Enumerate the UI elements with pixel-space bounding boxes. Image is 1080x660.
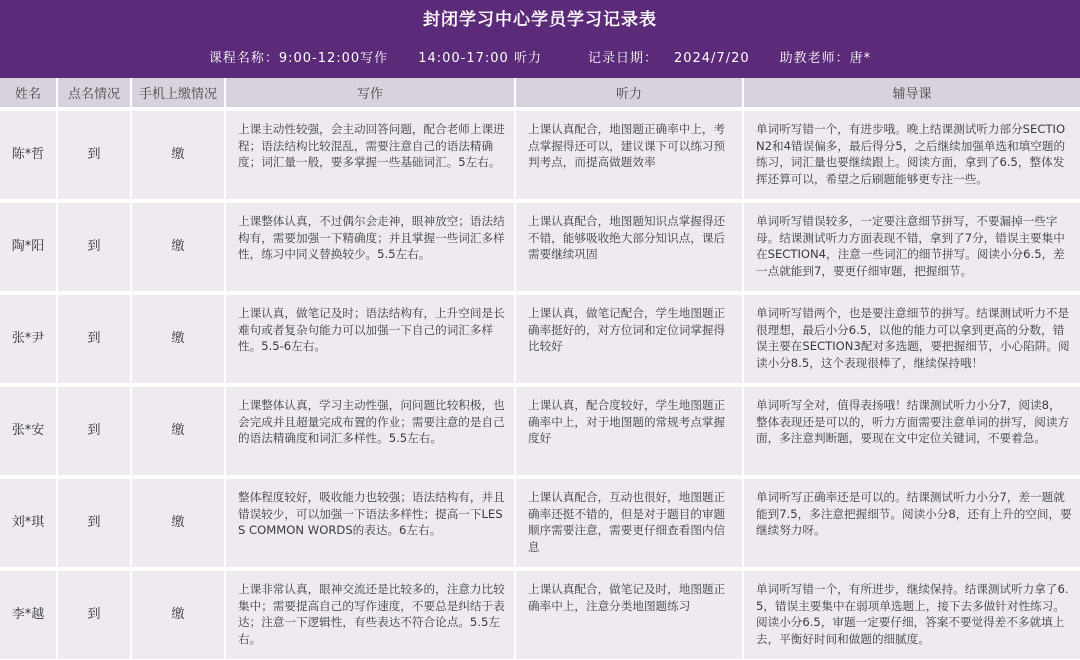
listening-text: 上课认真配合，做笔记及时，地图题正确率中上，注意分类地图题练习 <box>528 582 726 613</box>
student-name: 刘*琪 <box>0 475 56 567</box>
writing-cell <box>224 567 514 659</box>
tutoring-cell <box>742 107 1080 199</box>
student-name: 张*安 <box>0 383 56 475</box>
tutoring-text: 单词听写错误较多，一定要注意细节拼写，不要漏掉一些字母。结课测试听力方面表现不错，拿到了7分，错误主要集中在SECTION4，注意一些词汇的细节拼写。阅读小分6.5，差一点就能到7，要更仔细审题，把握细节。 <box>756 214 1065 278</box>
date-value: 2024/7/20 <box>673 51 750 66</box>
listening-cell <box>514 199 742 291</box>
sheet-meta <box>0 40 1080 78</box>
table-row <box>0 107 1080 199</box>
student-name: 张*尹 <box>0 291 56 383</box>
listening-cell <box>514 567 742 659</box>
writing-text: 上课主动性较强，会主动回答问题，配合老师上课进程；语法结构比较混乱，需要注意自己的语法精确度；词汇量一般，要多掌握一些基础词汇。5左右。 <box>238 122 505 169</box>
listening-cell <box>514 291 742 383</box>
column-header-tutoring: 辅导课 <box>742 78 1080 107</box>
attendance-cell: 到 <box>56 199 130 291</box>
listening-cell <box>514 475 742 567</box>
phone-cell: 缴 <box>130 199 224 291</box>
listening-text: 上课认真配合，地图题知识点掌握得还不错，能够吸收绝大部分知识点，课后需要继续巩固 <box>528 214 726 261</box>
tutoring-cell <box>742 567 1080 659</box>
attendance-cell: 到 <box>56 475 130 567</box>
writing-cell <box>224 199 514 291</box>
course-writing: 9:00-12:00写作 <box>278 51 389 66</box>
student-name: 陶*阳 <box>0 199 56 291</box>
phone-cell: 缴 <box>130 475 224 567</box>
phone-cell: 缴 <box>130 567 224 659</box>
tutoring-text: 单词听写错两个，也是要注意细节的拼写。结课测试听力不是很理想，最后小分6.5，以他的能力可以拿到更高的分数，错误主要在SECTION3配对多选题，要把握细节，小心陷阱。阅读小分8.5，这个表现很棒了，继续保持哦！ <box>756 306 1070 370</box>
attendance-cell: 到 <box>56 107 130 199</box>
writing-cell <box>224 107 514 199</box>
tutoring-cell <box>742 383 1080 475</box>
table-row <box>0 475 1080 567</box>
sheet-header <box>0 0 1080 78</box>
record-table <box>0 78 1080 659</box>
tutoring-cell <box>742 291 1080 383</box>
listening-text: 上课认真，做笔记配合，学生地图题正确率挺好的，对方位词和定位词掌握得比较好 <box>528 306 726 353</box>
writing-text: 上课整体认真，学习主动性强，问问题比较积极，也会完成并且超量完成布置的作业；需要注意的是自己的语法精确度和词汇多样性。5.5左右。 <box>238 398 505 445</box>
table-row <box>0 199 1080 291</box>
listening-text: 上课认真，配合度较好，学生地图题正确率中上，对于地图题的常规考点掌握度好 <box>528 398 726 445</box>
tutoring-cell <box>742 475 1080 567</box>
sheet-title: 封闭学习中心学员学习记录表 <box>423 10 657 30</box>
listening-text: 上课认真配合，地图题正确率中上，考点掌握得还可以，建议课下可以练习预判考点，而提高做题效率 <box>528 122 726 169</box>
tutoring-cell <box>742 199 1080 291</box>
teacher-label: 助教老师： <box>779 51 850 66</box>
writing-text: 上课非常认真，眼神交流还是比较多的，注意力比较集中；需要提高自己的写作速度，不要总是纠结于表达；注意一下逻辑性，有些表达不符合论点。5.5左右。 <box>238 582 505 646</box>
writing-text: 上课整体认真，不过偶尔会走神，眼神放空；语法结构有，需要加强一下精确度；并且掌握一些词汇多样性，练习中同义替换较少。5.5左右。 <box>238 214 505 261</box>
tutoring-text: 单词听写正确率还是可以的。结课测试听力小分7，差一题就能到7.5，多注意把握细节。阅读小分8，还有上升的空间，要继续努力呀。 <box>756 490 1072 537</box>
table-row <box>0 567 1080 659</box>
student-name: 李*越 <box>0 567 56 659</box>
column-header-attendance: 点名情况 <box>56 78 130 107</box>
attendance-cell: 到 <box>56 567 130 659</box>
tutoring-text: 单词听写全对，值得表扬哦！结课测试听力小分7，阅读8，整体表现还是可以的，听力方面需要注意单词的拼写，阅读方面，多注意判断题，要现在文中定位关键词，不要着急。 <box>756 398 1070 445</box>
column-header-listening: 听力 <box>514 78 742 107</box>
table-row <box>0 291 1080 383</box>
date-label: 记录日期： <box>587 51 658 66</box>
listening-cell <box>514 107 742 199</box>
phone-cell: 缴 <box>130 291 224 383</box>
student-name: 陈*哲 <box>0 107 56 199</box>
course-listening: 14:00-17:00 听力 <box>418 51 542 66</box>
column-header-writing: 写作 <box>224 78 514 107</box>
writing-cell <box>224 383 514 475</box>
phone-cell: 缴 <box>130 383 224 475</box>
tutoring-text: 单词听写错一个，有进步哦。晚上结课测试听力部分SECTION2和4错误偏多，最后得分5，之后继续加强单选和填空题的练习，词汇量也要继续跟上。阅读方面，拿到了6.5，整体发挥还算可以，希望之后刷题能够更专注一些。 <box>756 122 1066 186</box>
column-header-name: 姓名 <box>0 78 56 107</box>
attendance-cell: 到 <box>56 383 130 475</box>
writing-cell <box>224 291 514 383</box>
phone-cell: 缴 <box>130 107 224 199</box>
listening-text: 上课认真配合，互动也很好，地图题正确率还挺不错的，但是对于题目的审题顺序需要注意，需要更仔细查看图内信息 <box>528 490 726 554</box>
course-label: 课程名称： <box>208 51 279 66</box>
listening-cell <box>514 383 742 475</box>
column-header-phone: 手机上缴情况 <box>130 78 224 107</box>
writing-text: 上课认真，做笔记及时；语法结构有，上升空间是长难句或者复杂句能力可以加强一下自己的词汇多样性。5.5-6左右。 <box>238 306 505 353</box>
writing-text: 整体程度较好，吸收能力也较强；语法结构有，并且错误较少，可以加强一下语法多样性；提高一下LESS COMMON WORDS的表达。6左右。 <box>238 490 505 537</box>
writing-cell <box>224 475 514 567</box>
table-header-row <box>0 78 1080 107</box>
table-row <box>0 383 1080 475</box>
tutoring-text: 单词听写错一个，有所进步，继续保持。结课测试听力拿了6.5，错误主要集中在弱项单选题上，接下去多做针对性练习。阅读小分6.5，审题一定要仔细，答案不要觉得差不多就填上去，平衡好时间和做题的细腻度。 <box>756 582 1069 646</box>
teacher-value: 唐* <box>849 51 872 66</box>
attendance-cell: 到 <box>56 291 130 383</box>
